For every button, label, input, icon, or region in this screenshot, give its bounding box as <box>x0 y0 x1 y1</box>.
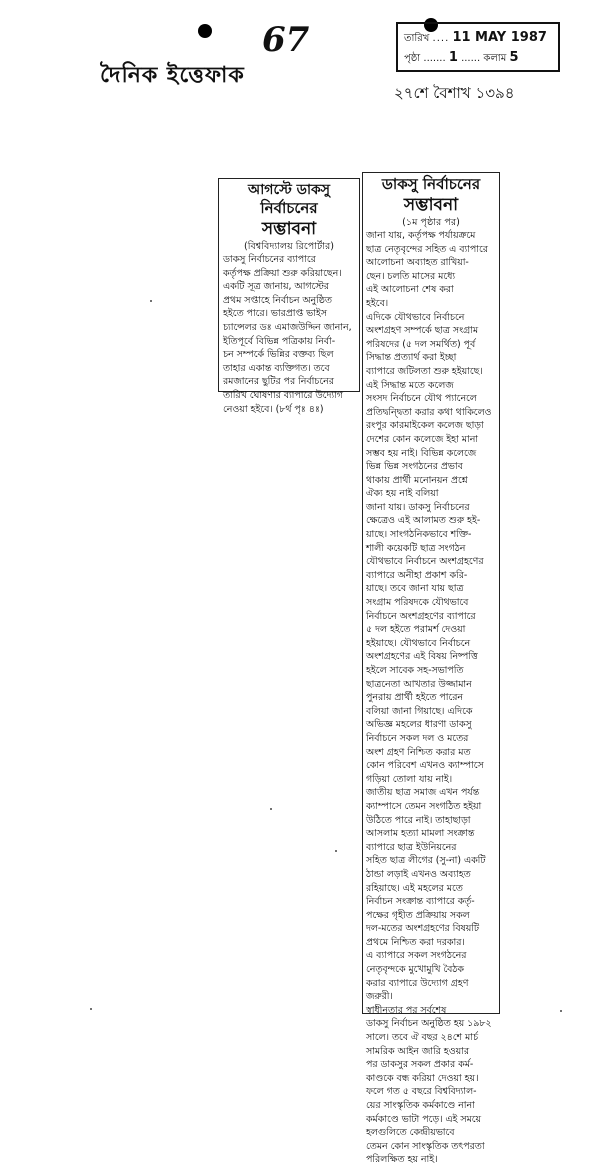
article-text-line: করার ব্যাপারে উদ্যোগ গ্রহণ <box>366 977 469 989</box>
stamp-date-value: 11 MAY 1987 <box>452 30 547 45</box>
article-text-line: নির্বাচন সংক্রান্ত ব্যাপারে কর্তৃ- <box>366 896 475 908</box>
article-text-line: রংপুর কারমাইকেল কলেজ ছাড়া <box>366 420 484 432</box>
article-text-line: অভিজ্ঞ মহলের ধারণা ডাকসু <box>366 719 472 731</box>
article-text-line: নেওয়া হইবে। (৮র্থ পৃঃ ৪ঃ) <box>223 403 324 415</box>
article-text-line: পুনরায় প্রার্থী হইতে পারেন <box>366 692 463 704</box>
article-text-line: হইলে সাবেক সহ-সভাপতি <box>366 665 464 676</box>
article-text-line: পর ডাকসুর সকল প্রকার কর্ম- <box>366 1059 474 1071</box>
article-text-line: ডাকসু নির্বাচনের ব্যাপারে <box>223 254 316 265</box>
article2-continued-note: (১ম পৃষ্ঠার পর) <box>402 217 460 228</box>
article2-headline-line1: ডাকসু নির্বাচনের <box>381 175 481 193</box>
article-text-line: ব্যাপারে জটিলতা শুরু হইয়াছে। <box>366 365 483 377</box>
stamp-column-label: কলাম <box>483 53 507 64</box>
article-text-line: নেতৃবৃন্দকে মুখোমুখি বৈঠক <box>366 964 464 976</box>
scan-speck <box>270 808 272 810</box>
article-text-line: বলিয়া জানা গিয়াছে। এদিকে <box>366 705 473 717</box>
scan-speck <box>335 850 337 852</box>
article-text-line: দল-মতের অংশগ্রহণের বিষয়টি <box>366 923 480 935</box>
article-text-line: পক্ষের গৃহীত প্রক্রিয়ায় সকল <box>366 909 470 921</box>
article-text-line: অংশ গ্রহণ নিশ্চিত করার মত <box>366 746 471 758</box>
stamp-date-label: তারিখ <box>404 33 430 44</box>
article-text-line: রহিয়াছে। এই মহলের মতে <box>366 882 463 894</box>
article-text-line: য়াছে। সাংগঠনিকভাবে শক্তি- <box>366 529 472 541</box>
article-text-line: এদিকে যৌথভাবে নির্বাচনে <box>366 311 465 323</box>
stamp-page-label: পৃষ্ঠা <box>404 53 421 64</box>
article2-body <box>366 229 496 1167</box>
article-text-line: ঐক্য হয় নাই বলিয়া <box>366 488 439 500</box>
article-text-line: তারিখ ঘোষণার ব্যাপারে উদ্যোগ <box>223 389 343 401</box>
article-text-line: প্রথমে নিশ্চিত করা দরকার। <box>366 936 465 948</box>
article-text-line: কোন পরিবেশ এখনও ক্যাম্পাসে <box>366 760 484 772</box>
punch-hole-left <box>198 24 212 38</box>
article-text-line: পরিষদের (৫ দল সমর্থিত) পূর্ব <box>366 338 476 350</box>
article-text-line: যৌথভাবে নির্বাচনে অংশগ্রহণের <box>366 556 484 568</box>
article-text-line: ফলে গত ৫ বছরে বিশ্ববিদ্যাল- <box>366 1086 477 1098</box>
news-clipping-1 <box>218 178 360 415</box>
article-text-line: সংসদ নির্বাচনে যৌথ প্যানেলে <box>366 393 477 405</box>
newspaper-name: দৈনিক ইত্তেফাক <box>100 63 245 88</box>
article-text-line: য়াছে। তবে জানা যায় ছাত্র <box>366 583 464 595</box>
article-text-line: ছাত্র নেতৃবৃন্দের সহিত এ ব্যাপারে <box>366 243 488 255</box>
article-text-line: জানা যায়, কর্তৃপক্ষ পর্যায়ক্রমে <box>366 230 476 241</box>
article-text-line: জানা যায়। ডাকসু নির্বাচনের <box>366 501 470 513</box>
stamp-page-value: 1 <box>448 50 458 65</box>
article-text-line: ডাকসু নির্বাচন অনুষ্ঠিত হয় ১৯৮২ <box>366 1018 492 1030</box>
article-text-line: রমজানের ছুটির পর নির্বাচনের <box>223 376 334 388</box>
article1-headline-line2: নির্বাচনের <box>260 199 318 217</box>
article-text-line: দেশের কোন কলেজে ইহা মানা <box>366 433 479 445</box>
article-text-line: স্বাধীনতার পর সর্বশেষ <box>366 1004 447 1016</box>
article1-body <box>223 253 355 416</box>
article-text-line: ঠান্ডা লড়াই এখনও অব্যাহত <box>366 868 471 880</box>
article1-headline-line1: আগস্টে ডাকসু <box>247 182 331 198</box>
article-text-line: ছেন। চলতি মাসের মধ্যে <box>366 270 456 282</box>
article-text-line: সালে। তবে ঐ বছর ২৪শে মার্চ <box>366 1032 479 1044</box>
article1-byline: (বিশ্ববিদ্যালয় রিপোর্টার) <box>243 241 335 252</box>
article1-headline-line3: সম্ভাবনা <box>261 219 317 239</box>
article2-headline-line2: সম্ভাবনা <box>403 195 459 215</box>
article-text-line: এই সিদ্ধান্ত মতে কলেজ <box>366 379 454 391</box>
article-text-line: একটি সূত্র জানায়, আগস্টের <box>223 281 329 293</box>
article-text-line: ভিন্ন ভিন্ন সংগঠনের প্রভাব <box>366 461 463 473</box>
article-text-line: সংগ্রাম পরিষদকে যৌথভাবে <box>366 597 469 609</box>
article-text-line: আলোচনা অব্যাহত রাখিয়া- <box>366 257 469 269</box>
article-text-line: এই আলোচনা শেষ করা <box>366 284 454 296</box>
article-text-line: অংশগ্রহণ সম্পর্কে ছাত্র সংগ্রাম <box>366 325 479 337</box>
article-text-line: তাহার একান্ত ব্যক্তিগত। তবে <box>223 362 330 374</box>
article-text-line: সম্ভব হয় নাই। বিভিন্ন কলেজে <box>366 447 477 459</box>
article-text-line: ক্ষেত্রেও এই আলামত শুরু হই- <box>366 515 481 527</box>
article-text-line: চন সম্পর্কে ভিন্নির বক্তব্য ছিল <box>223 349 334 361</box>
handwritten-page-number: 67 <box>262 20 310 60</box>
scan-speck <box>150 300 152 302</box>
article-text-line: নির্বাচনে অংশগ্রহণের ব্যাপারে <box>366 610 476 622</box>
article-text-line: অংশগ্রহণের এই বিষয় নিষ্পত্তি <box>366 651 478 663</box>
article-text-line: প্রথম সপ্তাহে নির্বাচন অনুষ্ঠিত <box>223 294 332 306</box>
article-text-line: ব্যাপারে ছাত্র ইউনিয়নের <box>366 841 457 853</box>
news-clipping-2 <box>362 172 500 1166</box>
article-text-line: তেমন কোন সাংস্কৃতিক তৎপরতা <box>366 1140 485 1152</box>
article-text-line: কর্মকাণ্ডে ভাটা পড়ে। এই সময়ে <box>366 1113 482 1125</box>
handwritten-date-note: ২৭শে বৈশাখ ১৩৯৪ <box>394 84 515 102</box>
article-text-line: সামরিক আইন জারি হওয়ার <box>366 1045 470 1057</box>
article-text-line: য়ের সাংস্কৃতিক কর্মকাণ্ডে নানা <box>366 1100 475 1111</box>
scan-speck <box>560 1010 562 1012</box>
article-text-line: গড়িয়া তোলা যায় নাই। <box>366 773 453 785</box>
article-text-line: জরুরী। <box>366 991 393 1003</box>
date-stamp: তারিখ .... 11 MAY 1987 পৃষ্ঠা ....... 1 ...... কলাম 5 <box>396 22 560 72</box>
article-text-line: হইবে। <box>366 297 389 309</box>
article-text-line: সহিত ছাত্র লীগের (সু-না) একটি <box>366 855 486 867</box>
article-text-line: শালী কয়েকটি ছাত্র সংগঠন <box>366 542 466 554</box>
article-text-line: উঠিতে পারে নাই। তাহাছাড়া <box>366 814 471 826</box>
article-text-line: চ্যান্সেলর ডঃ এমাজউদ্দিন জানান, <box>223 321 352 333</box>
article-text-line: জাতীয় ছাত্র সমাজ এখন পর্যন্ত <box>366 787 480 799</box>
article-text-line: সিদ্ধান্ত প্রত্যার্থ করা ইচ্ছা <box>366 352 457 364</box>
article-text-line: ৫ দল হইতে পরামর্শ দেওয়া <box>366 624 466 636</box>
scan-speck <box>90 1008 92 1010</box>
article-text-line: এ ব্যাপারে সকল সংগঠনের <box>366 950 467 962</box>
stamp-column-value: 5 <box>509 50 519 65</box>
article-text-line: নির্বাচনে সকল দল ও মতের <box>366 732 469 744</box>
article-text-line: হলগুলিতে কেন্দ্রীয়ভাবে <box>366 1127 455 1139</box>
article-text-line: কাণ্ডকে বন্ধ করিয়া দেওয়া হয়। <box>366 1072 479 1084</box>
article-text-line: কর্তৃপক্ষ প্রক্রিয়া শুরু করিয়াছেন। <box>223 267 342 279</box>
article-text-line: ব্যাপারে অনীহা প্রকাশ করি- <box>366 569 468 581</box>
article-text-line: ছাত্রনেতা আখতার উজ্জামান <box>366 678 472 690</box>
article-text-line: ইতিপূর্বে বিভিন্ন পত্রিকায় নির্বা- <box>223 335 336 347</box>
article-text-line: পরিলক্ষিত হয় নাই। <box>366 1154 438 1166</box>
article-text-line: ক্যাম্পাসে তেমন সংগঠিত হইয়া <box>366 800 482 812</box>
article-text-line: আসলাম হত্যা মামলা সংক্রান্ত <box>366 828 475 840</box>
article-text-line: হইয়াছে। যৌথভাবে নির্বাচনে <box>366 637 471 649</box>
article-text-line: প্রতিদ্বন্দ্বিতা করার কথা থাকিলেও <box>366 406 492 418</box>
article-text-line: হইতে পারে। ভারপ্রাপ্ত ভাইস <box>223 308 327 320</box>
article-text-line: থাকায় প্রার্থী মনোনয়ন প্রশ্নে <box>366 474 468 486</box>
